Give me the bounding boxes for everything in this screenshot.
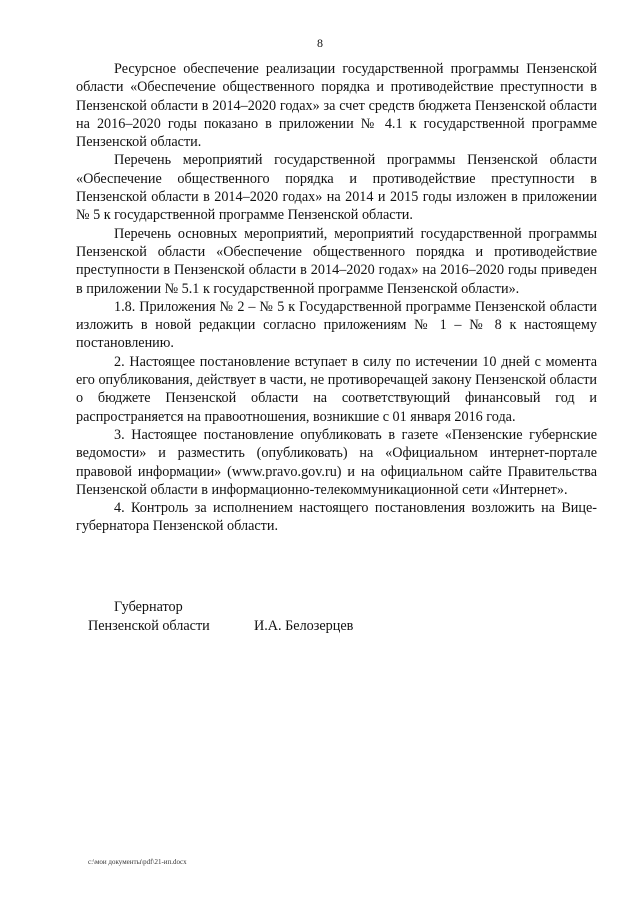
page-number: 8 <box>317 36 323 50</box>
footer-file-path: c:\мои документы\pdf\21-ип.docx <box>88 858 187 866</box>
paragraph-item-1-8: 1.8. Приложения № 2 – № 5 к Государственной программе Пензенской области изложить в новой редакции согласно приложениям № 1 – № 8 к настоящему постановлению. <box>76 298 597 352</box>
paragraph-measures-2014-2015: Перечень мероприятий государственной программы Пензенской области «Обеспечение общественного порядка и противодействие преступности в Пензенской области в 2014–2020 годах» на 2014 и 2015 годы изложен в приложении № 5 к государственной программе Пензенской области. <box>76 152 597 224</box>
paragraph-resource-provision: Ресурсное обеспечение реализации государственной программы Пензенской области «Обеспечение общественного порядка и противодействие преступности в Пензенской области в 2014–2020 годах» за счет средств бюджета Пензенской области на 2016–2020 годы показано в приложении № 4.1 к государственной программе Пензенской области. <box>76 61 597 151</box>
signature-name: И.А. Белозерцев <box>254 617 354 634</box>
paragraph-measures-2016-2020: Перечень основных мероприятий, мероприятий государственной программы Пензенской области «Обеспечение общественного порядка и противодействие преступности в Пензенской области в 2014–2020 годах» на 2016–2020 годы приведен в приложении № 5.1 к государственной программе Пензенской области». <box>76 225 597 297</box>
signature-block <box>76 598 476 635</box>
paragraph-item-2: 2. Настоящее постановление вступает в силу по истечении 10 дней с момента его опубликования, действует в части, не противоречащей закону Пензенской области о бюджете Пензенской области на соответствующий финансовый год и распространяется на правоотношения, возникшие с 01 января 2016 года. <box>76 353 597 425</box>
signature-title: Губернатор <box>114 599 183 615</box>
document-body <box>76 60 597 536</box>
signature-region: Пензенской области <box>88 617 210 634</box>
paragraph-item-4: 4. Контроль за исполнением настоящего постановления возложить на Вице-губернатора Пензенской области. <box>76 500 597 535</box>
signature-line <box>76 617 476 636</box>
paragraph-item-3: 3. Настоящее постановление опубликовать в газете «Пензенские губернские ведомости» и разместить (опубликовать) на «Официальном интернет-портале правовой информации» (www.pravo.gov.ru) и на официальном сайте Правительства Пензенской области в информационно-телекоммуникационной сети «Интернет». <box>76 426 597 498</box>
